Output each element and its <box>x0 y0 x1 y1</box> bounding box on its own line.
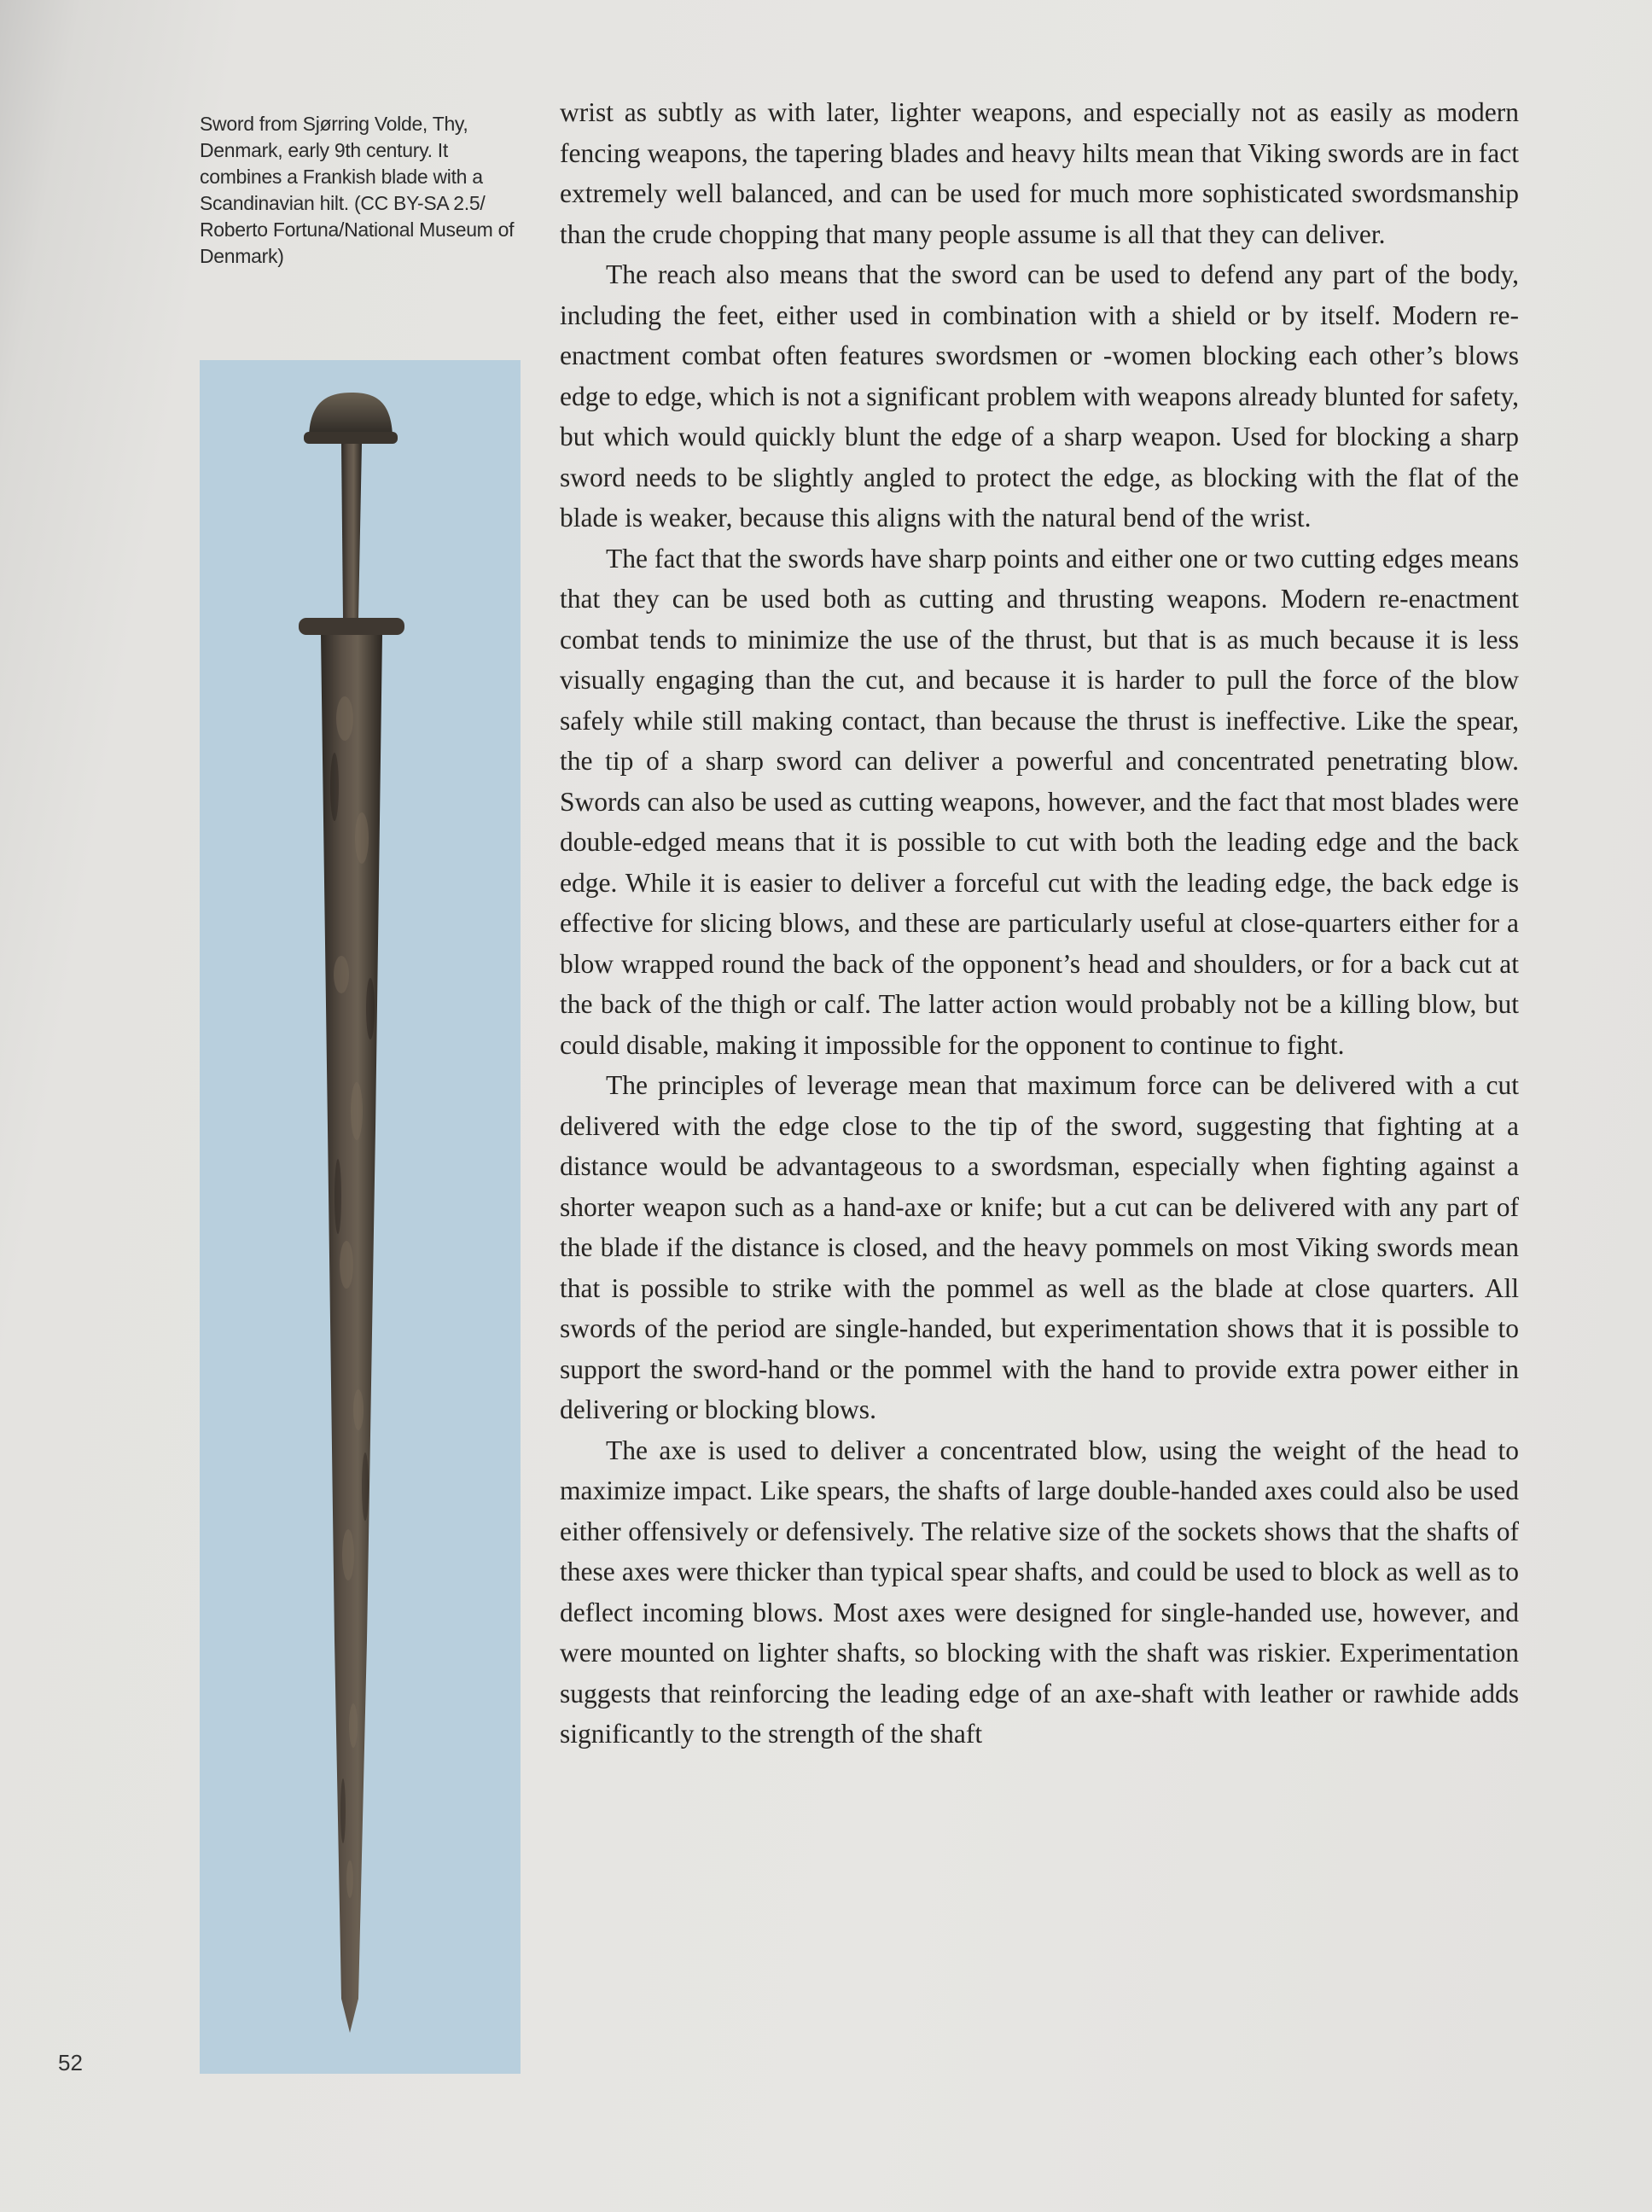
paragraph: The reach also means that the sword can be used to defend any part of the body, including the feet, either used in combination with a shield or by itself. Modern re-enactment combat often features swordsmen or -women blocking each other’s blows edge to edge, which is not a significant problem with weapons already blunted for safety, but which would quickly blunt the edge of a sharp weapon. Used for blocking a sharp sword needs to be slightly angled to protect the edge, as blocking with the flat of the blade is weaker, because this aligns with the natural bend of the wrist. <box>560 259 1519 533</box>
viking-sword-image <box>200 360 521 2074</box>
body-text <box>560 92 1519 1755</box>
paragraph: The principles of leverage mean that maximum force can be delivered with a cut delivered with the edge close to the tip of the sword, suggesting that fighting at a distance would be advantageous to a swordsman, especially when fighting against a shorter weapon such as a hand-axe or knife; but a cut can be delivered with any part of the blade if the distance is closed, and the heavy pommels on most Viking swords mean that is possible to strike with the pommel as well as the blade at close quarters. All swords of the period are single-handed, but experimentation shows that it is possible to support the sword-hand or the pommel with the hand to provide extra power either in delivering or blocking blows. <box>560 1070 1519 1424</box>
page-number: 52 <box>58 2050 83 2075</box>
sword-photo <box>200 360 521 2074</box>
blade-shape <box>321 635 382 2033</box>
crossguard-shape <box>299 618 404 635</box>
paragraph: The axe is used to deliver a concentrated blow, using the weight of the head to maximize impact. Like spears, the shafts of large double-handed axes could also be used either offensively or defensively. The relative size of the sockets shows that the shafts of these axes were thicker than typical spear shafts, and could be used to block as well as to deflect incoming blows. Most axes were designed for single-handed use, however, and were mounted on lighter shafts, so blocking with the shaft was riskier. Experimentation suggests that reinforcing the leading edge of an axe-shaft with leather or rawhide adds significantly to the strength of the shaft <box>560 1435 1519 1749</box>
paragraph: The fact that the swords have sharp points and either one or two cutting edges means that they can be used both as cutting and thrusting weapons. Modern re-enactment combat tends to minimize the use of the thrust, but that is as much because it is less visually engaging than the cut, and because it is harder to pull the force of the blow safely while still making contact, than because the thrust is ineffective. Like the spear, the tip of a sharp sword can deliver a powerful and concentrated penetrating blow. Swords can also be used as cutting weapons, however, and the fact that most blades were double-edged means that it is possible to cut with both the leading edge and the back edge. While it is easier to deliver a forceful cut with the leading edge, the back edge is effective for slicing blows, and these are particularly useful at close-quarters either for a blow wrapped round the back of the opponent’s head and shoulders, or for a back cut at the back of the thigh or calf. The latter action would probably not be a killing blow, but could disable, making it impossible for the opponent to continue to fight. <box>560 543 1519 1060</box>
paragraph: wrist as subtly as with later, lighter weapons, and especially not as easily as modern fencing weapons, the tapering blades and heavy hilts mean that Viking swords are in fact extremely well balanced, and can be used for much more sophisticated swordsmanship than the crude chopping that many people assume is all that they can deliver. <box>560 97 1519 249</box>
pommel-shape <box>309 393 393 435</box>
photo-caption: Sword from Sjørring Volde, Thy, Denmark, early 9th century. It combines a Frankish blade with a Scandinavian hilt. (CC BY-SA 2.5/ Roberto Fortuna/National Museum of Denmark) <box>200 113 515 267</box>
grip-shape <box>341 444 362 618</box>
